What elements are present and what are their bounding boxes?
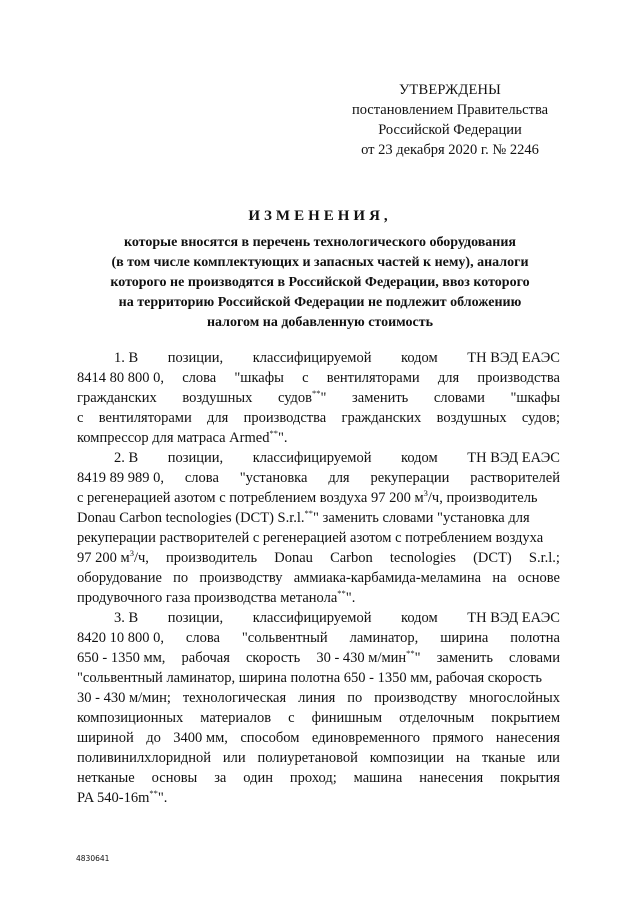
text-word: ТН ВЭД ЕАЭС — [467, 350, 560, 366]
heading-subtitle-line: которого не производятся в Российской Федерации, ввоз которого — [110, 275, 530, 290]
text-word: линия — [298, 690, 336, 706]
text-word: на — [492, 570, 507, 586]
text-word: Carbon — [330, 550, 373, 566]
text-line — [77, 788, 560, 808]
text-line — [77, 688, 560, 708]
footnote-marker: ** — [269, 428, 278, 438]
text-word: для — [207, 410, 229, 426]
text-word: полиуретановой — [257, 750, 358, 766]
text-word: S.r.l.; — [528, 550, 560, 566]
text-word: композиционных — [77, 710, 184, 726]
text-word: классифицируемой — [252, 450, 372, 466]
text-line: рекуперации растворителей с регенерацией азотом с потреблением воздуха — [77, 530, 544, 546]
text-word: производству — [199, 570, 283, 586]
text-word: 3. В — [114, 610, 139, 626]
text-word: заменить — [436, 650, 493, 666]
text-word: машина — [353, 770, 403, 786]
text-word: технологическая — [182, 690, 287, 706]
text-word: "шкафы — [234, 370, 284, 386]
text-word: поливинилхлоридной — [77, 750, 212, 766]
text-word: воздушных — [182, 390, 253, 406]
text-word: ТН ВЭД ЕАЭС — [467, 450, 560, 466]
text-word: /ч, производитель — [427, 490, 538, 506]
heading-subtitle-line: на территорию Российской Федерации не подлежит обложению — [118, 295, 522, 310]
footnote-marker: ** — [304, 508, 314, 518]
text-word: позиции, — [167, 610, 224, 626]
text-word: аммиака-карбамида-меламина — [293, 570, 482, 586]
heading-subtitle-line: которые вносятся в перечень технологического оборудования — [123, 235, 517, 250]
text-word: позиции, — [167, 350, 224, 366]
text-word: с — [288, 710, 295, 726]
text-word: " заменить словами "установка для — [313, 510, 530, 526]
text-word: 1. В — [114, 350, 139, 366]
changes-body — [77, 348, 560, 808]
text-line — [77, 748, 560, 768]
text-word: скорость — [245, 650, 301, 666]
footnote-marker: ** — [312, 388, 321, 398]
superscript: 3 — [129, 548, 134, 558]
text-word: продувочного газа производства метанола — [77, 590, 338, 606]
text-word: с регенерацией азотом с потреблением воздуха 97 200 м — [77, 490, 424, 506]
text-word: классифицируемой — [252, 350, 372, 366]
text-line — [77, 628, 560, 648]
approval-line: постановлением Правительства — [351, 102, 549, 118]
footnote-marker: ** — [149, 788, 158, 798]
text-word: заменить — [352, 390, 409, 406]
text-line — [77, 708, 560, 728]
text-word: производству — [374, 690, 458, 706]
text-word: судов; — [521, 410, 560, 426]
text-word: PA 540-16m — [77, 790, 150, 806]
text-word: по — [347, 690, 363, 706]
text-word: словами — [433, 390, 485, 406]
text-word: ". — [277, 430, 288, 446]
text-word: судов**" — [277, 388, 327, 406]
text-word: за — [214, 770, 227, 786]
text-word: единовременного — [311, 730, 421, 746]
text-word: нанесения — [495, 730, 560, 746]
text-word: 3400 мм, — [173, 730, 228, 746]
text-word: "сольвентный — [241, 630, 328, 646]
text-line — [77, 408, 560, 428]
text-word: один — [243, 770, 274, 786]
text-word: слова — [182, 370, 217, 386]
text-word: 30 - 430 м/мин; — [77, 690, 171, 706]
changes-title: ИЗМЕНЕНИЯ, — [248, 208, 392, 224]
approval-line: Российской Федерации — [378, 122, 522, 138]
approval-date-line: от 23 декабря 2020 г. № 2246 — [361, 142, 539, 158]
text-word: гражданских — [341, 410, 422, 426]
text-word: вентиляторами — [98, 410, 192, 426]
text-word: классифицируемой — [252, 610, 372, 626]
document-heading — [80, 208, 560, 333]
text-word: прямого — [432, 730, 484, 746]
text-word: слова — [185, 630, 220, 646]
footnote-marker: ** — [406, 648, 415, 658]
approved-title: УТВЕРЖДЕНЫ — [398, 82, 502, 98]
text-line — [77, 568, 560, 588]
text-word: основе — [517, 570, 560, 586]
text-word: 8420 10 800 0, — [77, 630, 164, 646]
text-word: тканые — [481, 750, 526, 766]
text-word: производства — [477, 370, 560, 386]
text-line — [77, 388, 560, 408]
text-word: 30 - 430 м/мин**" — [316, 648, 421, 666]
text-word: ". — [157, 790, 168, 806]
text-word: способом — [240, 730, 300, 746]
text-word: покрытием — [491, 710, 560, 726]
item-3-line — [77, 608, 560, 628]
item-2-line — [77, 448, 560, 468]
text-line — [77, 768, 560, 788]
text-word: производства — [243, 410, 327, 426]
text-line — [77, 508, 560, 528]
text-line — [77, 588, 560, 608]
text-word: полотна — [510, 630, 560, 646]
text-word: кодом — [401, 610, 438, 626]
document-number: 4830641 — [76, 854, 110, 863]
text-line: "сольвентный ламинатор, ширина полотна 650 - 1350 мм, рабочая скорость — [77, 670, 543, 686]
text-word: "шкафы — [510, 390, 560, 406]
text-word: по — [173, 570, 189, 586]
approval-stamp — [300, 80, 600, 160]
heading-subtitle-line: (в том числе комплектующих и запасных частей к нему), аналоги — [111, 255, 529, 270]
footnote-marker: ** — [337, 588, 346, 598]
text-line — [77, 648, 560, 668]
text-line — [77, 728, 560, 748]
text-word: производитель — [166, 550, 258, 566]
text-word: финишным — [311, 710, 383, 726]
text-word: нанесения — [419, 770, 484, 786]
text-word: кодом — [401, 350, 438, 366]
item-1-line — [77, 348, 560, 368]
text-word: нетканые — [77, 770, 135, 786]
text-word: слова — [184, 470, 219, 486]
text-word: (DCT) — [473, 550, 512, 566]
text-word: "установка — [239, 470, 308, 486]
text-word: материалов — [200, 710, 272, 726]
text-word: гражданских — [77, 390, 157, 406]
text-word: 8419 89 989 0, — [77, 470, 164, 486]
text-word: проход; — [289, 770, 337, 786]
text-word: основы — [151, 770, 198, 786]
text-word: 650 - 1350 мм, — [77, 650, 166, 666]
text-line — [77, 368, 560, 388]
text-word: словами — [509, 650, 560, 666]
text-word: оборудование — [77, 570, 162, 586]
text-word: Donau — [274, 550, 313, 566]
text-word: для — [328, 470, 350, 486]
text-word: ". — [345, 590, 356, 606]
text-word: многослойных — [469, 690, 560, 706]
text-word: рекуперации — [370, 470, 450, 486]
text-word: 8414 80 800 0, — [77, 370, 164, 386]
text-word: отделочным — [399, 710, 475, 726]
text-word: или — [222, 750, 246, 766]
text-word: ширина — [440, 630, 489, 646]
text-word: с — [302, 370, 309, 386]
text-word: рабочая — [181, 650, 230, 666]
text-line — [77, 548, 560, 568]
text-word: 97 200 $м^3/ч$, — [77, 548, 149, 566]
heading-subtitle-line: налогом на добавленную стоимость — [206, 315, 434, 330]
superscript: 3 — [423, 488, 428, 498]
text-word: или — [537, 750, 560, 766]
text-word: tecnologies — [389, 550, 456, 566]
text-word: ламинатор, — [349, 630, 419, 646]
text-word: ТН ВЭД ЕАЭС — [467, 610, 560, 626]
text-word: покрытия — [500, 770, 560, 786]
text-word: кодом — [401, 450, 438, 466]
text-word: композиции — [369, 750, 444, 766]
text-line — [77, 488, 560, 508]
text-word: шириной — [77, 730, 134, 746]
text-word: с — [77, 410, 84, 426]
text-word: Donau Carbon tecnologies (DCT) S.r.l. — [77, 510, 305, 526]
text-line — [77, 428, 560, 448]
text-word: для — [437, 370, 460, 386]
text-word: позиции, — [167, 450, 224, 466]
text-word: до — [146, 730, 161, 746]
text-word: вентиляторами — [326, 370, 420, 386]
text-word: растворителей — [470, 470, 560, 486]
text-word: воздушных — [436, 410, 507, 426]
text-line — [77, 468, 560, 488]
text-word: компрессор для матраса Armed — [77, 430, 270, 446]
text-word: 2. В — [114, 450, 139, 466]
text-word: на — [455, 750, 471, 766]
